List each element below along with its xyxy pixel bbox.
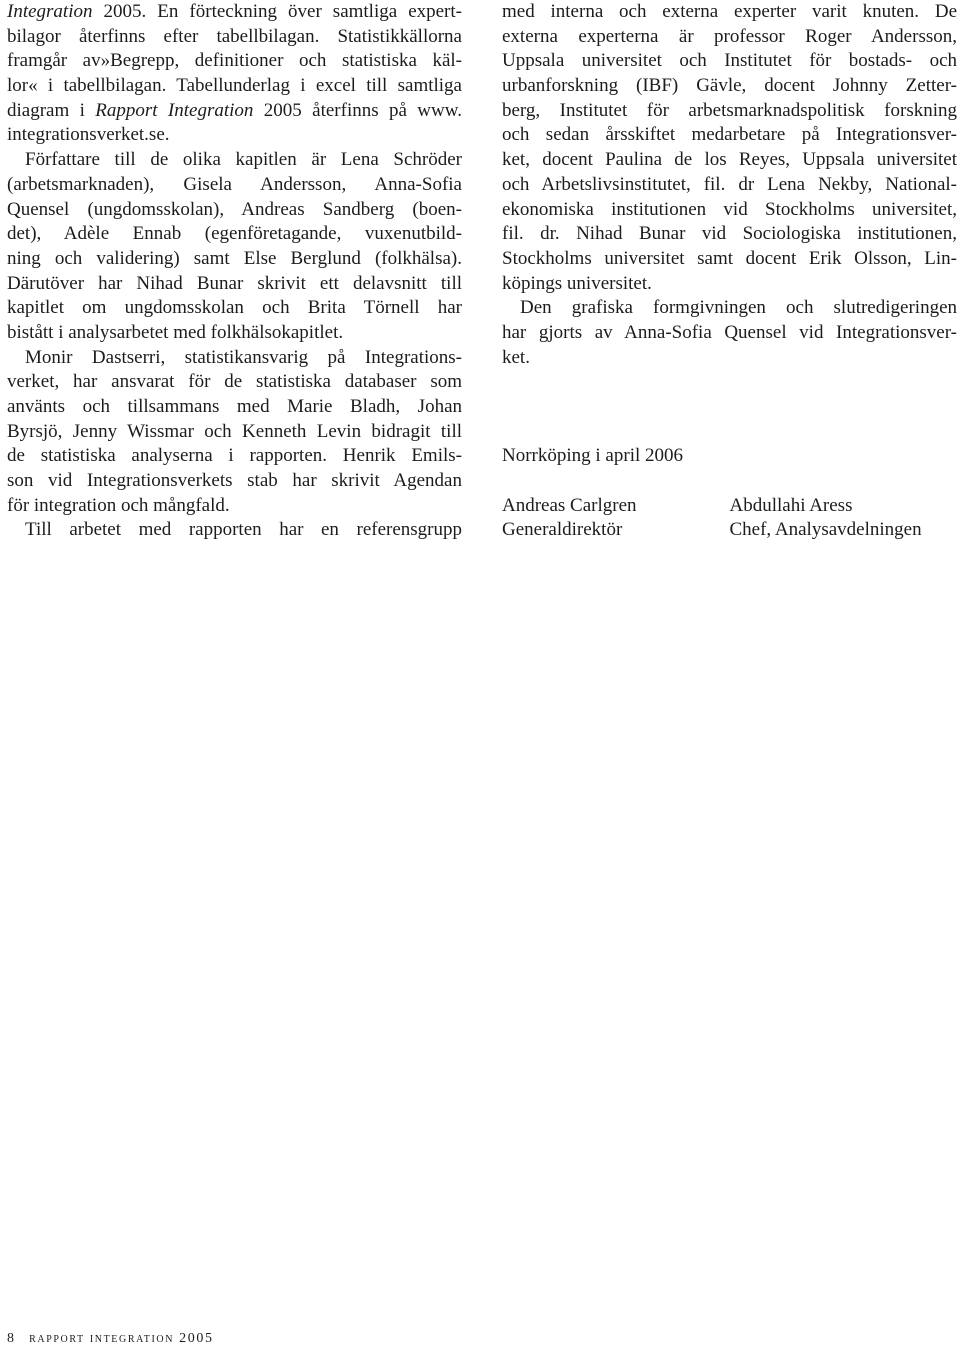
text-segment: Monir Dastserri, statistikansvarig på Integrations- [25, 346, 462, 368]
text-line [502, 296, 957, 321]
text-line [7, 198, 462, 223]
text-line [7, 99, 462, 124]
text-segment: ning och validering) samt Else Berglund (folkhälsa). [7, 247, 462, 269]
text-line [7, 173, 462, 198]
text-line [7, 272, 462, 297]
text-segment: Till arbetet med rapporten har en referensgrupp [25, 519, 462, 541]
text-segment: bilagor återfinns efter tabellbilagan. Statistikkällorna [7, 25, 462, 47]
page-number: 8 [7, 1331, 14, 1346]
text-segment: integrationsverket.se. [7, 124, 170, 146]
text-line [502, 25, 957, 50]
text-line [7, 370, 462, 395]
signature-block [730, 494, 958, 543]
text-line [7, 0, 462, 25]
signature-title: Chef, Analysavdelningen [729, 519, 922, 541]
text-line [502, 123, 957, 148]
right-column-text [502, 0, 957, 370]
text-segment: Författare till de olika kapitlen är Lena Schröder [25, 149, 462, 171]
text-segment: och sedan årsskiftet medarbetare på Integrationsver- [502, 124, 957, 146]
left-column [7, 0, 462, 543]
text-line [7, 395, 462, 420]
text-segment: för integration och mångfald. [7, 494, 230, 516]
text-segment: bistått i analysarbetet med folkhälsokapitlet. [7, 321, 344, 343]
italic-title: Integration [7, 1, 93, 22]
text-line [502, 222, 957, 247]
text-segment: Den grafiska formgivningen och slutredigeringen [520, 297, 957, 319]
text-line [502, 173, 957, 198]
text-segment: Stockholms universitet samt docent Erik Olsson, Lin- [502, 247, 957, 269]
text-line [7, 74, 462, 99]
text-segment: fil. dr. Nihad Bunar vid Sociologiska institutionen, [502, 223, 957, 245]
text-line [502, 321, 957, 346]
text-line [502, 99, 957, 124]
text-line [502, 272, 957, 297]
text-segment: framgår av»Begrepp, definitioner och statistiska käl- [7, 50, 462, 72]
text-line [7, 247, 462, 272]
text-segment: urbanforskning (IBF) Gävle, docent Johnny Zetter- [502, 75, 957, 97]
text-line [7, 123, 462, 148]
text-segment: lor« i tabellbilagan. Tabellunderlag i excel till samtliga [7, 75, 462, 97]
text-line [7, 494, 462, 519]
text-segment: med interna och externa experter varit knuten. De [502, 1, 957, 22]
text-line [502, 49, 957, 74]
place-date: Norrköping i april 2006 [502, 445, 684, 467]
running-title: rapport integration 2005 [29, 1331, 214, 1346]
text-line [7, 222, 462, 247]
text-segment: kapitlet om ungdomsskolan och Brita Törnell har [7, 297, 462, 319]
text-segment: diagram i [7, 99, 96, 121]
text-segment: Quensel (ungdomsskolan), Andreas Sandberg (boen- [7, 198, 462, 220]
text-segment: 2005 återfinns på www. [253, 99, 462, 121]
text-segment: använts och tillsammans med Marie Bladh, Johan [7, 396, 462, 417]
text-segment: Uppsala universitet och Institutet för bostads- och [502, 50, 957, 72]
text-segment: har gjorts av Anna-Sofia Quensel vid Integrationsver- [502, 321, 957, 343]
text-segment: och Arbetslivsinstitutet, fil. dr Lena Nekby, National- [502, 173, 957, 195]
text-segment: Därutöver har Nihad Bunar skrivit ett delavsnitt till [7, 272, 462, 294]
text-line [7, 420, 462, 445]
page-footer [7, 1330, 214, 1348]
text-segment: 2005. En förteckning över samtliga expert- [92, 1, 462, 22]
text-segment: ket, docent Paulina de los Reyes, Uppsala universitet [502, 149, 957, 171]
text-line [7, 444, 462, 469]
signature-name: Abdullahi Aress [729, 494, 853, 516]
text-segment: ket. [502, 346, 530, 368]
text-line [502, 346, 957, 371]
text-segment: berg, Institutet för arbetsmarknadspolitisk forskning [502, 99, 957, 121]
text-segment: de statistiska analyserna i rapporten. Henrik Emils- [7, 445, 462, 467]
text-line [502, 247, 957, 272]
text-segment: det), Adèle Ennab (egenföretagande, vuxenutbild- [7, 223, 462, 245]
text-line [7, 469, 462, 494]
signatures [502, 494, 957, 543]
signature-name: Andreas Carlgren [502, 494, 637, 516]
italic-title: Rapport Integration [95, 99, 254, 121]
text-segment: köpings universitet. [502, 272, 652, 294]
signature-block [502, 494, 730, 543]
text-line [502, 198, 957, 223]
text-line [502, 148, 957, 173]
text-line [7, 321, 462, 346]
text-line [502, 74, 957, 99]
text-line [7, 518, 462, 543]
text-line [7, 148, 462, 173]
text-segment: ekonomiska institutionen vid Stockholms universitet, [502, 198, 957, 220]
text-segment: (arbetsmarknaden), Gisela Andersson, Anna-Sofia [7, 173, 462, 195]
text-line [7, 49, 462, 74]
text-line [7, 296, 462, 321]
text-segment: son vid Integrationsverkets stab har skrivit Agendan [7, 470, 462, 492]
text-line [7, 25, 462, 50]
text-line [7, 346, 462, 371]
text-segment: verket, har ansvarat för de statistiska databaser som [7, 371, 462, 393]
signature-title: Generaldirektör [502, 519, 623, 541]
text-segment: externa experterna är professor Roger Andersson, [502, 25, 957, 47]
right-column [502, 0, 957, 543]
text-line [502, 0, 957, 25]
text-segment: Byrsjö, Jenny Wissmar och Kenneth Levin bidragit till [7, 420, 462, 442]
